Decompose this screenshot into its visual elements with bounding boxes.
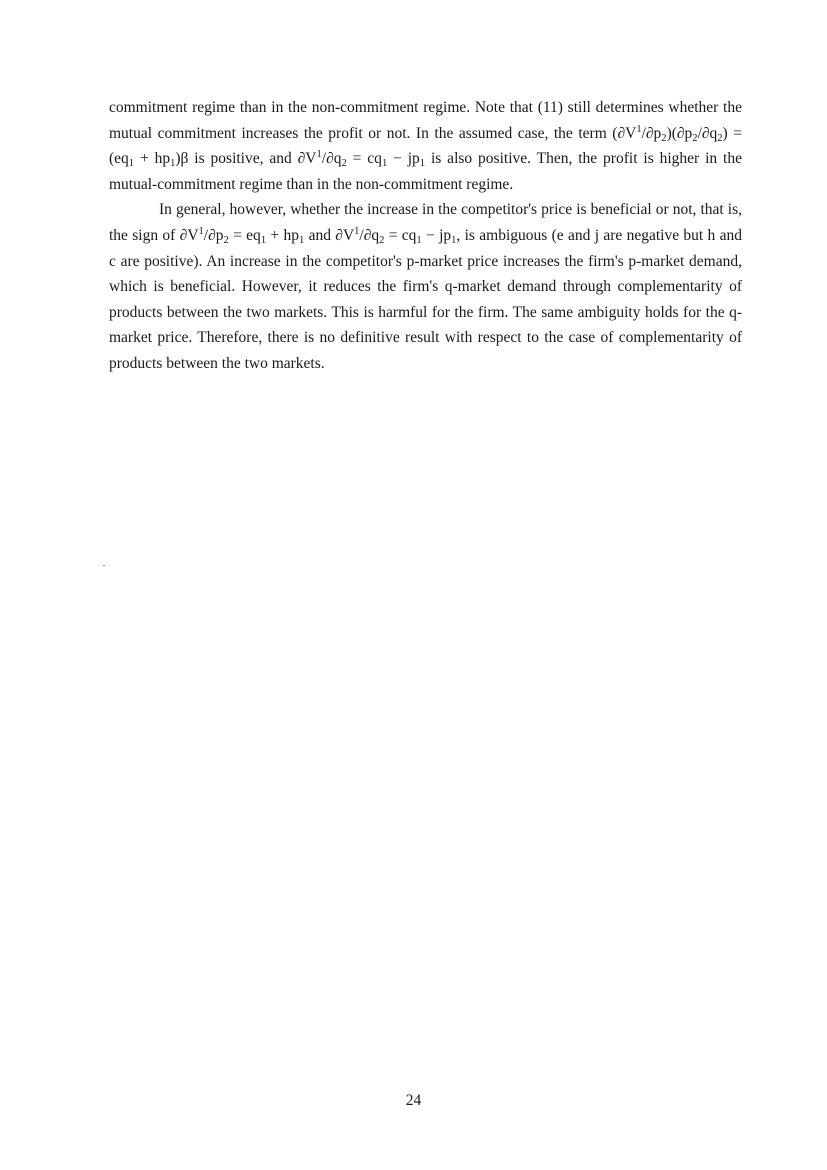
scan-speck: [103, 565, 105, 566]
body-text: [109, 95, 742, 377]
paragraph-2: In general, however, whether the increase in the competitor's price is beneficial or not, that is, the sign of $\partial V^1/\partial p_2 = eq_1 + hp_1$ and $\partial V^1/\partial q_2 = cq_1 - jp_1$, is ambiguous (e and j are negative but h and c are positive). An increase in the competitor's p-market price increases the firm's p-market demand, which is beneficial. However, it reduces the firm's q-market demand through complementarity of products between the two markets. This is harmful for the firm. The same ambiguity holds for the q-market price. Therefore, there is no definitive result with respect to the case of complementarity of products between the two markets.: [109, 201, 742, 372]
page-number: 24: [405, 1092, 422, 1109]
paragraph-1: commitment regime than in the non-commitment regime. Note that (11) still determines whether the mutual commitment increases the profit or not. In the assumed case, the term $(\partial V^1/\partial p_2)(\partial p_2/\partial q_2) = (eq_1 + hp_1)\beta$ is positive, and $\partial V^1/\partial q_2 = cq_1 - jp_1$ is also positive. Then, the profit is higher in the mutual-commitment regime than in the non-commitment regime.: [109, 99, 742, 193]
